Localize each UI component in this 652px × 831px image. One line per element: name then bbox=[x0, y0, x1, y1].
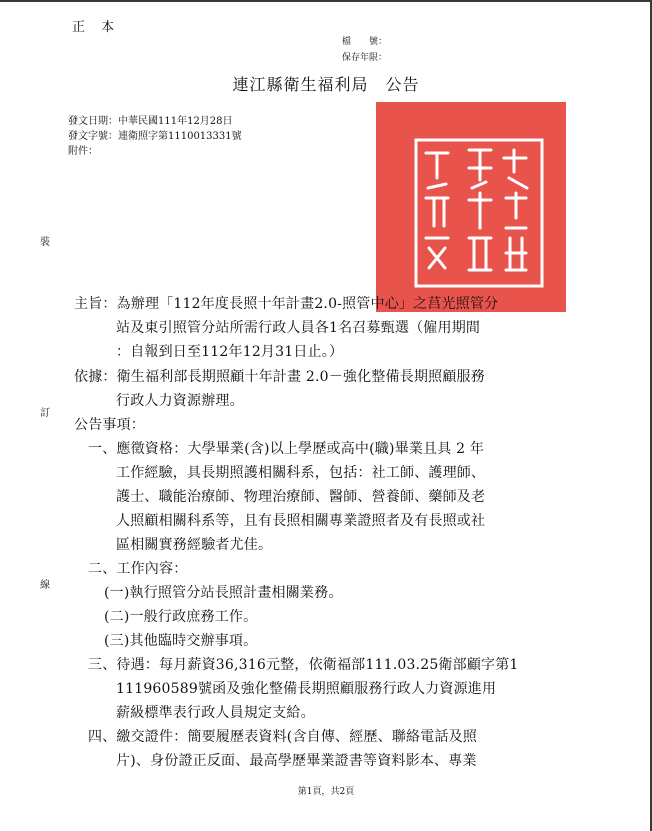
item2-line-1: (一)執行照管分站長照計畫相關業務。 bbox=[104, 585, 343, 601]
original-copy-mark: 正 本 bbox=[72, 20, 121, 35]
item3-line-3: 薪級標準表行政人員規定支給。 bbox=[116, 705, 315, 721]
seal-glyphs bbox=[414, 138, 544, 288]
subject-line-2: 站及東引照管分站所需行政人員各1名召募甄選（僱用期間 bbox=[116, 320, 481, 336]
document-title: 連江縣衛生福利局 公告 bbox=[232, 75, 420, 94]
issue-date: 發文日期：中華民國111年12月28日 bbox=[68, 116, 233, 127]
official-seal bbox=[376, 102, 566, 312]
file-number-label: 檔 號： bbox=[342, 37, 388, 47]
item1-line-1: 一、應徵資格：大學畢業(含)以上學歷或高中(職)畢業且具 2 年 bbox=[88, 441, 485, 457]
notice-heading: 公告事項： bbox=[74, 417, 145, 433]
subject-line-1: 主旨：為辦理「112年度長照十年計畫2.0-照管中心」之莒光照管分 bbox=[74, 296, 499, 312]
binding-mark-zhuang: 裝 bbox=[40, 237, 50, 248]
binding-mark-xian: 線 bbox=[40, 580, 50, 591]
item4-line-1: 四、繳交證件：簡要履歷表資料(含自傳、經歷、聯絡電話及照 bbox=[88, 729, 478, 745]
item3-line-2: 111960589號函及強化整備長期照顧服務行政人力資源進用 bbox=[116, 681, 497, 697]
item1-line-4: 人照顧相關科系等，且有長照相關專業證照者及有長照或社 bbox=[116, 513, 486, 529]
item4-line-2: 片)、身份證正反面、最高學歷畢業證書等資料影本、專業 bbox=[116, 753, 477, 769]
item1-line-5: 區相關實務經驗者尤佳。 bbox=[116, 537, 273, 553]
item1-line-3: 護士、職能治療師、物理治療師、醫師、營養師、藥師及老 bbox=[116, 489, 486, 505]
attachment-label: 附件： bbox=[68, 146, 98, 157]
item2-heading: 二、工作內容： bbox=[88, 561, 188, 577]
item3-line-1: 三、待遇：每月薪資36,316元整，依衛福部111.03.25衛部顧字第1 bbox=[88, 657, 519, 673]
page-border-top bbox=[0, 0, 652, 2]
basis-line-2: 行政人力資源辦理。 bbox=[116, 393, 244, 409]
binding-mark-ding: 訂 bbox=[40, 408, 50, 419]
item2-line-3: (三)其他臨時交辦事項。 bbox=[104, 633, 258, 649]
page-footer: 第1頁，共2頁 bbox=[297, 787, 355, 797]
issue-number: 發文字號：連衛照字第1110013331號 bbox=[68, 131, 242, 142]
item1-line-2: 工作經驗，具長期照護相關科系，包括：社工師、護理師、 bbox=[116, 465, 486, 481]
subject-line-3: ：自報到日至112年12月31日止。） bbox=[116, 344, 344, 360]
basis-line-1: 依據：衛生福利部長期照顧十年計畫 2.0－強化整備長期照顧服務 bbox=[74, 369, 485, 385]
item2-line-2: (二)一般行政庶務工作。 bbox=[104, 609, 258, 625]
retention-label: 保存年限： bbox=[342, 53, 388, 63]
